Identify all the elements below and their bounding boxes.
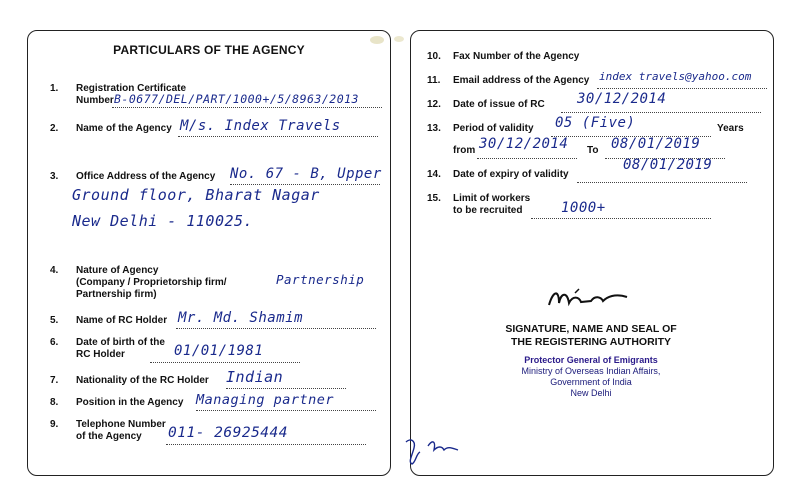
- rc-holder-name-value: Mr. Md. Shamim: [178, 310, 304, 326]
- seal-line: Government of India: [550, 377, 632, 387]
- field-number: 14.: [427, 169, 441, 180]
- field-position: [50, 392, 390, 413]
- signature-caption-line: THE REGISTERING AUTHORITY: [510, 336, 672, 348]
- left-page: [27, 30, 391, 476]
- initials-signature: [402, 436, 462, 468]
- field-number: 12.: [427, 99, 441, 110]
- field-label: Number: [76, 95, 114, 106]
- binder-mark: [370, 36, 384, 44]
- field-number: 2.: [50, 123, 59, 134]
- issue-date-value: 30/12/2014: [577, 91, 667, 107]
- field-number: 4.: [50, 265, 59, 276]
- agency-name-value: M/s. Index Travels: [180, 118, 341, 134]
- field-worker-limit: [427, 193, 767, 221]
- field-label: Date of birth of the: [76, 337, 165, 348]
- field-email: [427, 70, 767, 91]
- field-label: Telephone Number: [76, 419, 166, 430]
- field-label: Email address of the Agency: [453, 75, 590, 86]
- field-label: Name of RC Holder: [76, 315, 168, 326]
- field-label: Fax Number of the Agency: [453, 51, 580, 62]
- registration-number-value: B-0677/DEL/PART/1000+/5/8963/2013: [114, 92, 359, 106]
- field-registration-number: [50, 83, 390, 113]
- validity-period-value: 05 (Five): [555, 115, 636, 131]
- years-label: Years: [717, 123, 744, 134]
- field-number: 10.: [427, 51, 441, 62]
- official-seal: [501, 355, 681, 399]
- field-number: 6.: [50, 337, 59, 348]
- nature-of-agency-value: Partnership: [276, 272, 365, 287]
- signature-caption: [491, 323, 691, 349]
- field-label: Registration Certificate: [76, 83, 187, 94]
- worker-limit-value: 1000+: [561, 200, 606, 216]
- field-number: 7.: [50, 375, 59, 386]
- field-number: 15.: [427, 193, 441, 204]
- field-number: 5.: [50, 315, 59, 326]
- field-label: Position in the Agency: [76, 397, 184, 408]
- field-label: RC Holder: [76, 349, 125, 360]
- field-number: 3.: [50, 171, 59, 182]
- field-label: Period of validity: [453, 123, 534, 134]
- address-line-2: Ground floor, Bharat Nagar: [72, 186, 320, 204]
- field-label: Office Address of the Agency: [76, 171, 216, 182]
- field-nature-of-agency: [50, 265, 390, 305]
- validity-to-value: 08/01/2019: [611, 136, 701, 152]
- seal-line: New Delhi: [570, 388, 612, 398]
- field-label: Limit of workers: [453, 193, 531, 204]
- field-expiry-date: [427, 157, 767, 185]
- field-label: (Company / Proprietorship firm/: [76, 277, 227, 288]
- from-label: from: [453, 145, 476, 156]
- field-label: Name of the Agency: [76, 123, 172, 134]
- field-rc-holder-name: [50, 310, 390, 331]
- rc-holder-dob-value: 01/01/1981: [174, 343, 264, 359]
- authority-signature: [545, 285, 635, 315]
- validity-from-value: 30/12/2014: [479, 136, 569, 152]
- page-heading: PARTICULARS OF THE AGENCY: [113, 43, 305, 57]
- field-label: Nationality of the RC Holder: [76, 375, 209, 386]
- field-issue-date: [427, 91, 767, 115]
- field-number: 9.: [50, 419, 59, 430]
- binder-mark: [394, 36, 404, 42]
- field-number: 13.: [427, 123, 441, 134]
- position-value: Managing partner: [196, 392, 335, 408]
- seal-line: Protector General of Emigrants: [524, 355, 658, 365]
- field-label: Date of issue of RC: [453, 99, 545, 110]
- telephone-value: 011- 26925444: [168, 425, 288, 441]
- to-label: To: [587, 145, 599, 156]
- field-label: to be recruited: [453, 205, 523, 216]
- field-number: 11.: [427, 75, 441, 86]
- field-number: 1.: [50, 83, 59, 94]
- field-validity-period: [427, 115, 767, 157]
- right-page: [410, 30, 774, 476]
- seal-line: Ministry of Overseas Indian Affairs,: [521, 366, 661, 376]
- field-label: Date of expiry of validity: [453, 169, 569, 180]
- nationality-value: Indian: [226, 368, 284, 386]
- field-fax-number: [427, 51, 767, 67]
- field-agency-name: [50, 118, 390, 139]
- field-telephone: [50, 419, 390, 447]
- signature-caption-line: SIGNATURE, NAME AND SEAL OF: [505, 323, 677, 335]
- field-label: of the Agency: [76, 431, 142, 442]
- address-line-3: New Delhi - 110025.: [72, 212, 254, 230]
- field-label: Nature of Agency: [76, 265, 159, 276]
- expiry-date-value: 08/01/2019: [623, 157, 713, 173]
- email-value: index travels@yahoo.com: [599, 70, 752, 83]
- address-line-1: No. 67 - B, Upper: [230, 166, 382, 182]
- field-rc-holder-dob: [50, 337, 390, 365]
- field-nationality: [50, 368, 390, 391]
- field-number: 8.: [50, 397, 59, 408]
- field-label: Partnership firm): [76, 289, 157, 300]
- field-office-address: [50, 166, 390, 241]
